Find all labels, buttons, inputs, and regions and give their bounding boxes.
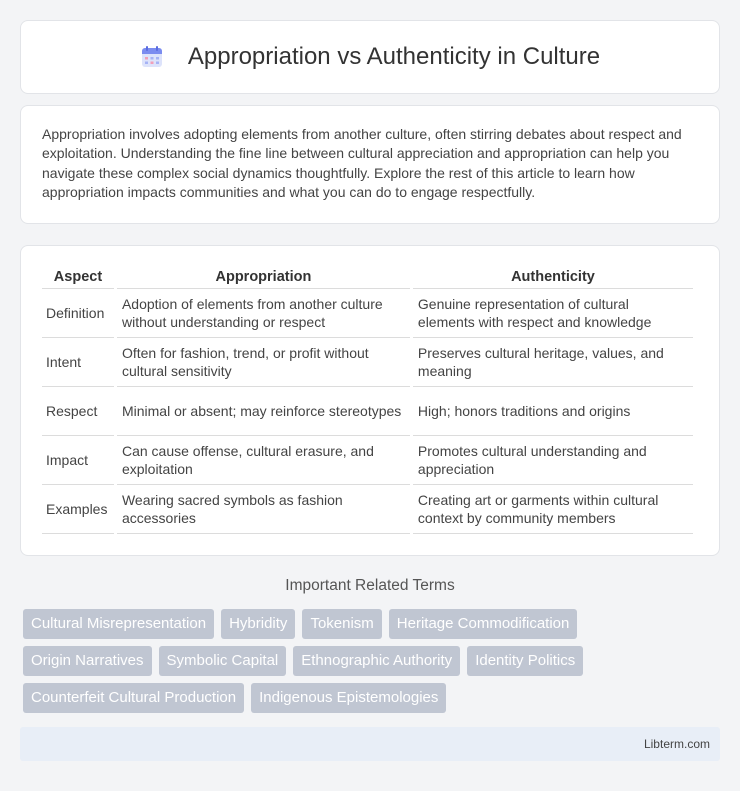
header-card	[20, 20, 720, 94]
tag-row	[23, 683, 723, 713]
tag-origin-narratives[interactable]: Origin Narratives	[23, 646, 152, 676]
tag-identity-politics[interactable]: Identity Politics	[467, 646, 583, 676]
comparison-card	[20, 245, 720, 556]
intro-card	[20, 105, 720, 224]
footer	[20, 727, 720, 761]
column-header-authenticity: Authenticity	[413, 265, 693, 289]
appropriation-cell: Adoption of elements from another culture without understanding or respect	[117, 289, 410, 338]
aspect-cell: Examples	[42, 485, 114, 534]
column-header-appropriation: Appropriation	[117, 265, 410, 289]
aspect-cell: Respect	[42, 387, 114, 436]
authenticity-cell: Promotes cultural understanding and appreciation	[413, 436, 693, 485]
tag-indigenous-epistemologies[interactable]: Indigenous Epistemologies	[251, 683, 446, 713]
footer-site-link[interactable]: Libterm.com	[643, 737, 710, 751]
authenticity-cell: Preserves cultural heritage, values, and meaning	[413, 338, 693, 387]
aspect-cell: Impact	[42, 436, 114, 485]
tag-symbolic-capital[interactable]: Symbolic Capital	[159, 646, 287, 676]
authenticity-cell: Genuine representation of cultural elements with respect and knowledge	[413, 289, 693, 338]
appropriation-cell: Often for fashion, trend, or profit without cultural sensitivity	[117, 338, 410, 387]
column-header-aspect: Aspect	[42, 265, 114, 289]
table-row	[42, 485, 693, 534]
tag-row	[23, 646, 723, 676]
intro-text: Appropriation involves adopting elements from another culture, often stirring debates about respect and exploitation. Understanding the fine line between cultural appreciation and appropriation can help you navigate these complex social dynamics thoughtfully. Explore the rest of this article to learn how appropriation impacts communities and what you can do to engage respectfully.	[42, 126, 682, 201]
table-row	[42, 338, 693, 387]
related-terms-title: Important Related Terms	[285, 577, 455, 594]
tag-tokenism[interactable]: Tokenism	[302, 609, 381, 639]
page-title: Appropriation vs Authenticity in Culture	[187, 43, 601, 70]
header	[140, 43, 600, 71]
tag-hybridity[interactable]: Hybridity	[221, 609, 295, 639]
aspect-cell: Intent	[42, 338, 114, 387]
tag-counterfeit-cultural-production[interactable]: Counterfeit Cultural Production	[23, 683, 244, 713]
appropriation-cell: Minimal or absent; may reinforce stereotypes	[117, 387, 410, 436]
authenticity-cell: Creating art or garments within cultural context by community members	[413, 485, 693, 534]
tag-cultural-misrepresentation[interactable]: Cultural Misrepresentation	[23, 609, 214, 639]
tag-row	[23, 609, 723, 639]
related-terms	[23, 609, 723, 720]
table-row	[42, 387, 693, 436]
calendar-icon	[140, 45, 164, 69]
appropriation-cell: Wearing sacred symbols as fashion accessories	[117, 485, 410, 534]
tag-heritage-commodification[interactable]: Heritage Commodification	[389, 609, 578, 639]
aspect-cell: Definition	[42, 289, 114, 338]
comparison-table	[39, 265, 696, 534]
table-row	[42, 436, 693, 485]
table-row	[42, 289, 693, 338]
table-header-row	[42, 265, 693, 289]
appropriation-cell: Can cause offense, cultural erasure, and exploitation	[117, 436, 410, 485]
tag-ethnographic-authority[interactable]: Ethnographic Authority	[293, 646, 460, 676]
authenticity-cell: High; honors traditions and origins	[413, 387, 693, 436]
